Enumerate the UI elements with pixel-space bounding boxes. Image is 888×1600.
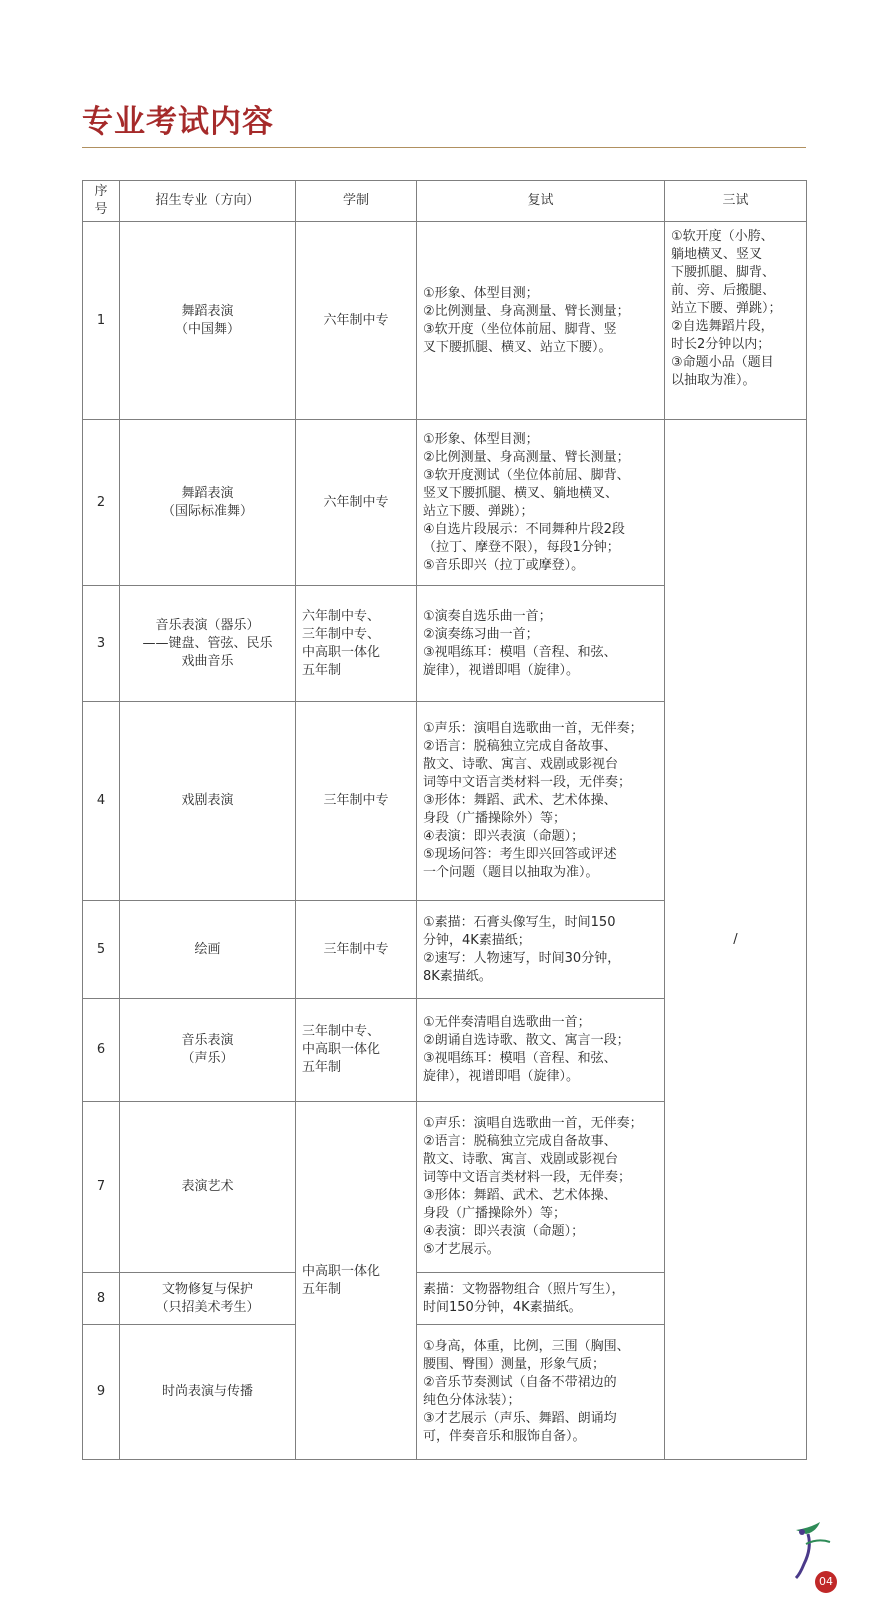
row-second-exam: ①身高，体重，比例，三围（胸围、 腰围、臀围）测量，形象气质； ②音乐节奏测试（自备不带裙边的 纯色分体泳装）； ③才艺展示（声乐、舞蹈、朗诵均 可，伴奏音乐和服饰自备）。 (417, 1325, 665, 1460)
row-no: 4 (83, 702, 120, 901)
row-system: 六年制中专 (296, 420, 417, 586)
row-no: 7 (83, 1102, 120, 1273)
row-major: 舞蹈表演 （中国舞） (120, 222, 296, 420)
row-major: 音乐表演（器乐） ——键盘、管弦、民乐 戏曲音乐 (120, 586, 296, 702)
row-major: 文物修复与保护 （只招美术考生） (120, 1273, 296, 1325)
table-row (83, 222, 807, 420)
row-no: 8 (83, 1273, 120, 1325)
header-third: 三试 (665, 181, 807, 222)
row-system: 三年制中专 (296, 901, 417, 999)
row-second-exam: ①演奏自选乐曲一首； ②演奏练习曲一首； ③视唱练耳：模唱（音程、和弦、 旋律），视谱即唱（旋律）。 (417, 586, 665, 702)
title-divider (82, 147, 806, 148)
row-major: 音乐表演 （声乐） (120, 999, 296, 1102)
row-no: 2 (83, 420, 120, 586)
row-second-exam: 素描：文物器物组合（照片写生）， 时间150分钟，4K素描纸。 (417, 1273, 665, 1325)
row-no: 5 (83, 901, 120, 999)
header-second: 复试 (417, 181, 665, 222)
school-logo-icon (790, 1520, 840, 1580)
row-no: 6 (83, 999, 120, 1102)
row-major: 戏剧表演 (120, 702, 296, 901)
row-no: 9 (83, 1325, 120, 1460)
row-no: 3 (83, 586, 120, 702)
page-number-badge: 04 (815, 1571, 837, 1593)
row-system-merged: 中高职一体化 五年制 (296, 1102, 417, 1460)
row-second-exam: ①无伴奏清唱自选歌曲一首； ②朗诵自选诗歌、散文、寓言一段； ③视唱练耳：模唱（音程、和弦、 旋律），视谱即唱（旋律）。 (417, 999, 665, 1102)
table-header-row (83, 181, 807, 222)
row-system: 三年制中专 (296, 702, 417, 901)
row-major: 表演艺术 (120, 1102, 296, 1273)
header-major: 招生专业（方向） (120, 181, 296, 222)
row-second-exam: ①声乐：演唱自选歌曲一首，无伴奏； ②语言：脱稿独立完成自备故事、 散文、诗歌、寓言、戏剧或影视台 词等中文语言类材料一段，无伴奏； ③形体：舞蹈、武术、艺术体操、 身段（广播操除外）等； ④表演：即兴表演（命题）； ⑤才艺展示。 (417, 1102, 665, 1273)
row-second-exam: ①形象、体型目测； ②比例测量、身高测量、臂长测量； ③软开度测试（坐位体前屈、脚背、 竖叉下腰抓腿、横叉、躺地横叉、 站立下腰、弹跳）； ④自选片段展示：不同舞种片段2段 （拉丁、摩登不限），每段1分钟； ⑤音乐即兴（拉丁或摩登）。 (417, 420, 665, 586)
table-row (83, 420, 807, 586)
row-second-exam: ①素描：石膏头像写生，时间150 分钟，4K素描纸； ②速写：人物速写，时间30分钟， 8K素描纸。 (417, 901, 665, 999)
row-system: 六年制中专 (296, 222, 417, 420)
exam-content-table (82, 180, 807, 1460)
header-no: 序号 (83, 181, 120, 222)
row-major: 时尚表演与传播 (120, 1325, 296, 1460)
third-exam-merged: / (665, 420, 807, 1460)
row-system: 三年制中专、 中高职一体化 五年制 (296, 999, 417, 1102)
row-third-exam: ①软开度（小胯、 躺地横叉、竖叉 下腰抓腿、脚背、 前、旁、后搬腿、 站立下腰、弹跳）； ②自选舞蹈片段， 时长2分钟以内； ③命题小品（题目 以抽取为准）。 (665, 222, 807, 420)
row-second-exam: ①形象、体型目测； ②比例测量、身高测量、臂长测量； ③软开度（坐位体前屈、脚背、竖 叉下腰抓腿、横叉、站立下腰）。 (417, 222, 665, 420)
row-second-exam: ①声乐：演唱自选歌曲一首，无伴奏； ②语言：脱稿独立完成自备故事、 散文、诗歌、寓言、戏剧或影视台 词等中文语言类材料一段，无伴奏； ③形体：舞蹈、武术、艺术体操、 身段（广播操除外）等； ④表演：即兴表演（命题）； ⑤现场问答：考生即兴回答或评述 一个问题（题目以抽取为准）。 (417, 702, 665, 901)
row-system: 六年制中专、 三年制中专、 中高职一体化 五年制 (296, 586, 417, 702)
row-no: 1 (83, 222, 120, 420)
row-major: 舞蹈表演 （国际标准舞） (120, 420, 296, 586)
header-system: 学制 (296, 181, 417, 222)
row-major: 绘画 (120, 901, 296, 999)
page-title: 专业考试内容 (82, 104, 274, 140)
